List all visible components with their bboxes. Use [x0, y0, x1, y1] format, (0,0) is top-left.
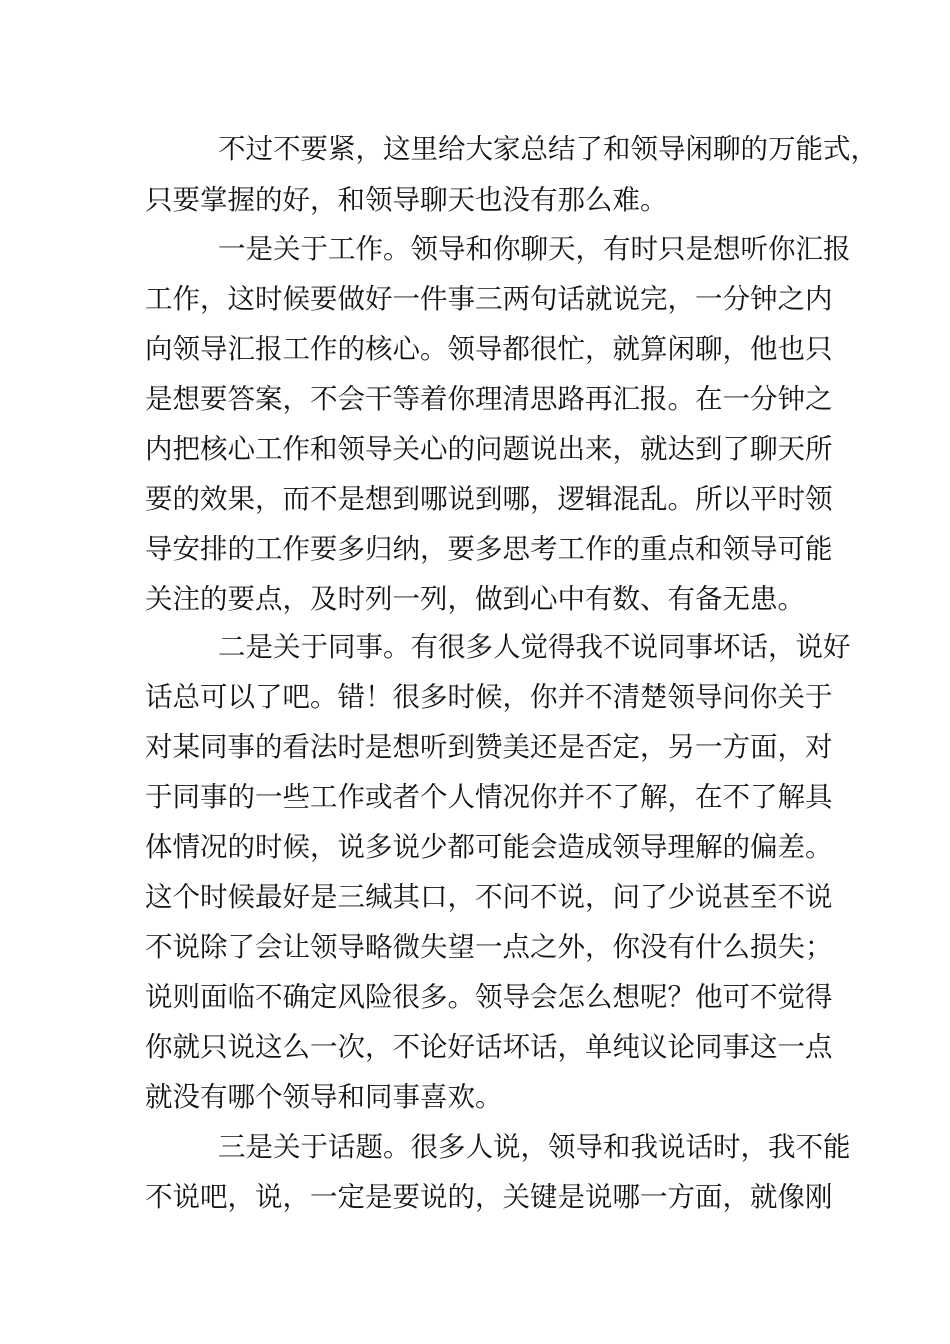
text-line: 工作，这时候要做好一件事三两句话就说完，一分钟之内 [145, 283, 833, 315]
text-line: 于同事的一些工作或者个人情况你并不了解，在不了解具 [145, 781, 833, 813]
text-line: 说则面临不确定风险很多。领导会怎么想呢？他可不觉得 [145, 981, 833, 1013]
text-line: 一是关于工作。领导和你聊天，有时只是想听你汇报 [218, 233, 851, 265]
text-line: 不过不要紧，这里给大家总结了和领导闲聊的万能式， [218, 133, 878, 165]
text-line: 关注的要点，及时列一列，做到心中有数、有备无患。 [145, 583, 805, 615]
text-line: 要的效果，而不是想到哪说到哪，逻辑混乱。所以平时领 [145, 483, 833, 515]
text-line: 三是关于话题。很多人说，领导和我说话时，我不能 [218, 1131, 851, 1163]
text-line: 不说吧，说，一定是要说的，关键是说哪一方面，就像刚 [145, 1181, 833, 1213]
text-line: 二是关于同事。有很多人觉得我不说同事坏话，说好 [218, 631, 851, 663]
text-line: 向领导汇报工作的核心。领导都很忙，就算闲聊，他也只 [145, 333, 833, 365]
text-line: 你就只说这么一次，不论好话坏话，单纯议论同事这一点 [145, 1031, 833, 1063]
text-line: 是想要答案，不会干等着你理清思路再汇报。在一分钟之 [145, 383, 833, 415]
text-line: 不说除了会让领导略微失望一点之外，你没有什么损失； [145, 931, 833, 963]
text-line: 只要掌握的好，和领导聊天也没有那么难。 [145, 184, 668, 216]
text-line: 体情况的时候，说多说少都可能会造成领导理解的偏差。 [145, 831, 833, 863]
text-line: 就没有哪个领导和同事喜欢。 [145, 1081, 503, 1113]
text-line: 对某同事的看法时是想听到赞美还是否定，另一方面，对 [145, 731, 833, 763]
text-line: 话总可以了吧。错！很多时候，你并不清楚领导问你关于 [145, 681, 833, 713]
text-line: 内把核心工作和领导关心的问题说出来，就达到了聊天所 [145, 433, 833, 465]
text-line: 导安排的工作要多归纳，要多思考工作的重点和领导可能 [145, 533, 833, 565]
text-line: 这个时候最好是三缄其口，不问不说，问了少说甚至不说 [145, 881, 833, 913]
